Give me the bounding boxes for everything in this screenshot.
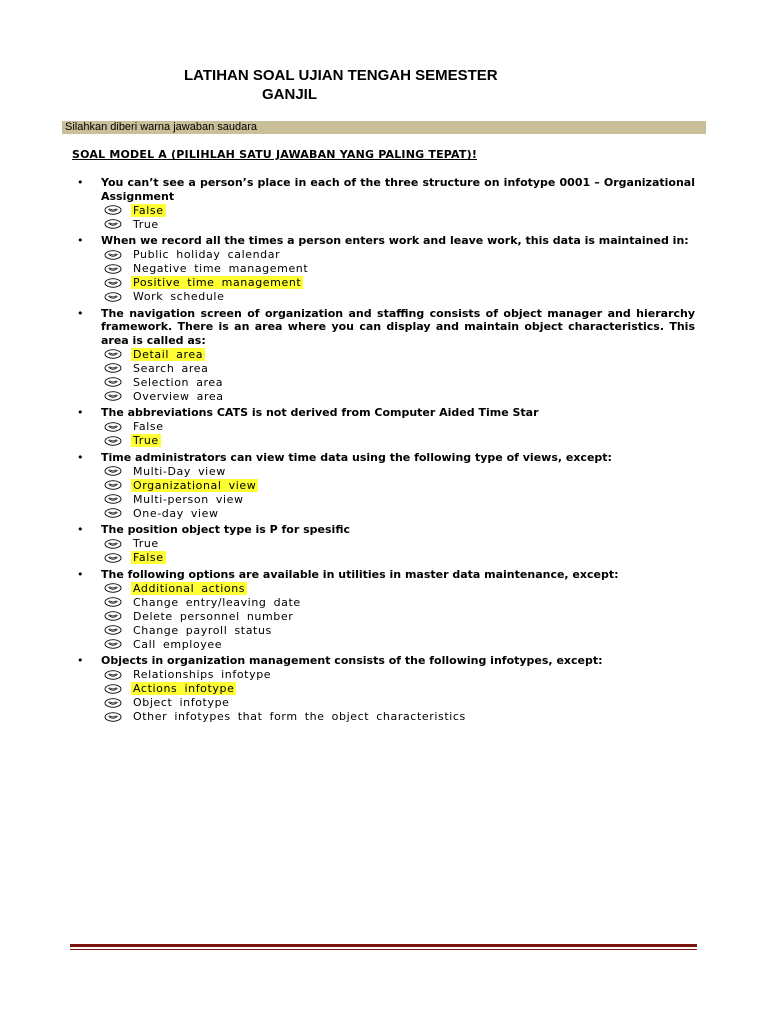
question-item	[77, 523, 695, 565]
answer-option[interactable]	[104, 389, 695, 403]
smiley-icon	[104, 583, 122, 593]
smiley-icon	[104, 292, 122, 302]
answer-option[interactable]	[104, 248, 695, 262]
question-item	[77, 451, 695, 521]
answer-option[interactable]	[104, 595, 695, 609]
answer-option[interactable]	[104, 710, 695, 724]
question-item	[77, 654, 695, 724]
answer-option[interactable]	[104, 581, 695, 595]
question-item	[77, 568, 695, 652]
answer-option[interactable]	[104, 262, 695, 276]
answer-label: Delete personnel number	[133, 609, 294, 623]
answer-label: Change payroll status	[133, 623, 272, 637]
answer-option[interactable]	[104, 478, 695, 492]
bullet-icon: •	[77, 523, 84, 536]
smiley-icon	[104, 363, 122, 373]
question-text: You can’t see a person’s place in each of the three structure on infotype 0001 – Organizational Assignment	[101, 176, 695, 203]
question-text: The abbreviations CATS is not derived from Computer Aided Time Star	[101, 406, 539, 419]
title-line-1: LATIHAN SOAL UJIAN TENGAH SEMESTER	[184, 67, 498, 84]
question-text: The following options are available in utilities in master data maintenance, except:	[101, 567, 619, 581]
answer-option[interactable]	[104, 682, 695, 696]
answer-option[interactable]	[104, 217, 695, 231]
answer-option[interactable]	[104, 551, 695, 565]
bullet-icon: •	[77, 406, 84, 419]
highlighted-answer-label: Organizational view	[133, 478, 257, 492]
answer-label: One-day view	[133, 506, 219, 520]
answer-option[interactable]	[104, 347, 695, 361]
smiley-icon	[104, 712, 122, 722]
answer-label: Object infotype	[133, 696, 230, 709]
section-subtitle: SOAL MODEL A (PILIHLAH SATU JAWABAN YANG PALING TEPAT)!	[72, 148, 478, 161]
highlighted-answer-label: Actions infotype	[133, 682, 235, 695]
question-item	[77, 406, 695, 448]
question-text: The navigation screen of organization and staffing consists of object manager and hierarchy framework. There is an area where you can display and maintain object characteristics. This area is called as:	[101, 306, 695, 347]
smiley-icon	[104, 264, 122, 274]
answer-label: Overview area	[133, 389, 224, 403]
option-list	[104, 581, 695, 651]
answer-label: Selection area	[133, 375, 224, 389]
smiley-icon	[104, 466, 122, 476]
question-item	[77, 307, 695, 404]
bullet-icon: •	[77, 176, 84, 189]
smiley-icon	[104, 422, 122, 432]
answer-option[interactable]	[104, 537, 695, 551]
option-list	[104, 537, 695, 565]
bullet-icon: •	[77, 234, 84, 247]
highlighted-answer-label: False	[133, 203, 164, 217]
smiley-icon	[104, 553, 122, 563]
question-list	[77, 176, 695, 727]
smiley-icon	[104, 639, 122, 649]
answer-option[interactable]	[104, 609, 695, 623]
footer-rule-thin	[70, 949, 697, 950]
highlighted-answer-label: True	[133, 434, 159, 447]
footer-rule	[70, 944, 697, 947]
smiley-icon	[104, 494, 122, 504]
question-text: When we record all the times a person enters work and leave work, this data is maintained in:	[101, 234, 689, 247]
smiley-icon	[104, 349, 122, 359]
answer-option[interactable]	[104, 623, 695, 637]
answer-option[interactable]	[104, 420, 695, 434]
answer-option[interactable]	[104, 434, 695, 448]
answer-label: Search area	[133, 361, 209, 375]
question-text: Time administrators can view time data using the following type of views, except:	[101, 450, 612, 464]
smiley-icon	[104, 684, 122, 694]
answer-label: Call employee	[133, 637, 223, 651]
answer-label: Public holiday calendar	[133, 248, 281, 261]
answer-label: False	[133, 420, 164, 433]
smiley-icon	[104, 539, 122, 549]
smiley-icon	[104, 219, 122, 229]
smiley-icon	[104, 278, 122, 288]
smiley-icon	[104, 377, 122, 387]
smiley-icon	[104, 670, 122, 680]
highlighted-answer-label: Detail area	[133, 347, 204, 361]
bullet-icon: •	[77, 306, 84, 320]
smiley-icon	[104, 391, 122, 401]
bullet-icon: •	[77, 567, 84, 581]
instruction-banner: Silahkan diberi warna jawaban saudara	[62, 121, 706, 134]
bullet-icon: •	[77, 450, 84, 464]
option-list	[104, 668, 695, 724]
answer-option[interactable]	[104, 492, 695, 506]
answer-label: Multi-Day view	[133, 464, 226, 478]
answer-label: Multi-person view	[133, 492, 244, 506]
bullet-icon: •	[77, 654, 84, 667]
smiley-icon	[104, 250, 122, 260]
answer-label: Negative time management	[133, 262, 309, 275]
answer-option[interactable]	[104, 668, 695, 682]
option-list	[104, 203, 695, 231]
highlighted-answer-label: False	[133, 551, 164, 564]
answer-label: True	[133, 217, 159, 231]
answer-label: Relationships infotype	[133, 668, 272, 681]
answer-option[interactable]	[104, 276, 695, 290]
answer-option[interactable]	[104, 506, 695, 520]
answer-option[interactable]	[104, 375, 695, 389]
smiley-icon	[104, 698, 122, 708]
highlighted-answer-label: Positive time management	[133, 276, 302, 289]
title-line-2: GANJIL	[262, 86, 318, 103]
answer-label: Work schedule	[133, 290, 225, 303]
answer-option[interactable]	[104, 637, 695, 651]
smiley-icon	[104, 205, 122, 215]
answer-label: Change entry/leaving date	[133, 595, 301, 609]
answer-option[interactable]	[104, 361, 695, 375]
smiley-icon	[104, 597, 122, 607]
page-title	[184, 66, 498, 104]
highlighted-answer-label: Additional actions	[133, 581, 246, 595]
question-item	[77, 234, 695, 304]
option-list	[104, 248, 695, 304]
question-text: The position object type is P for spesific	[101, 523, 350, 536]
smiley-icon	[104, 508, 122, 518]
answer-label: True	[133, 537, 159, 550]
smiley-icon	[104, 611, 122, 621]
smiley-icon	[104, 625, 122, 635]
question-item	[77, 176, 695, 231]
question-text: Objects in organization management consists of the following infotypes, except:	[101, 654, 603, 667]
option-list	[104, 464, 695, 520]
smiley-icon	[104, 480, 122, 490]
smiley-icon	[104, 436, 122, 446]
option-list	[104, 347, 695, 403]
answer-option[interactable]	[104, 696, 695, 710]
answer-option[interactable]	[104, 203, 695, 217]
answer-label: Other infotypes that form the object characteristics	[133, 710, 466, 723]
answer-option[interactable]	[104, 464, 695, 478]
answer-option[interactable]	[104, 290, 695, 304]
option-list	[104, 420, 695, 448]
